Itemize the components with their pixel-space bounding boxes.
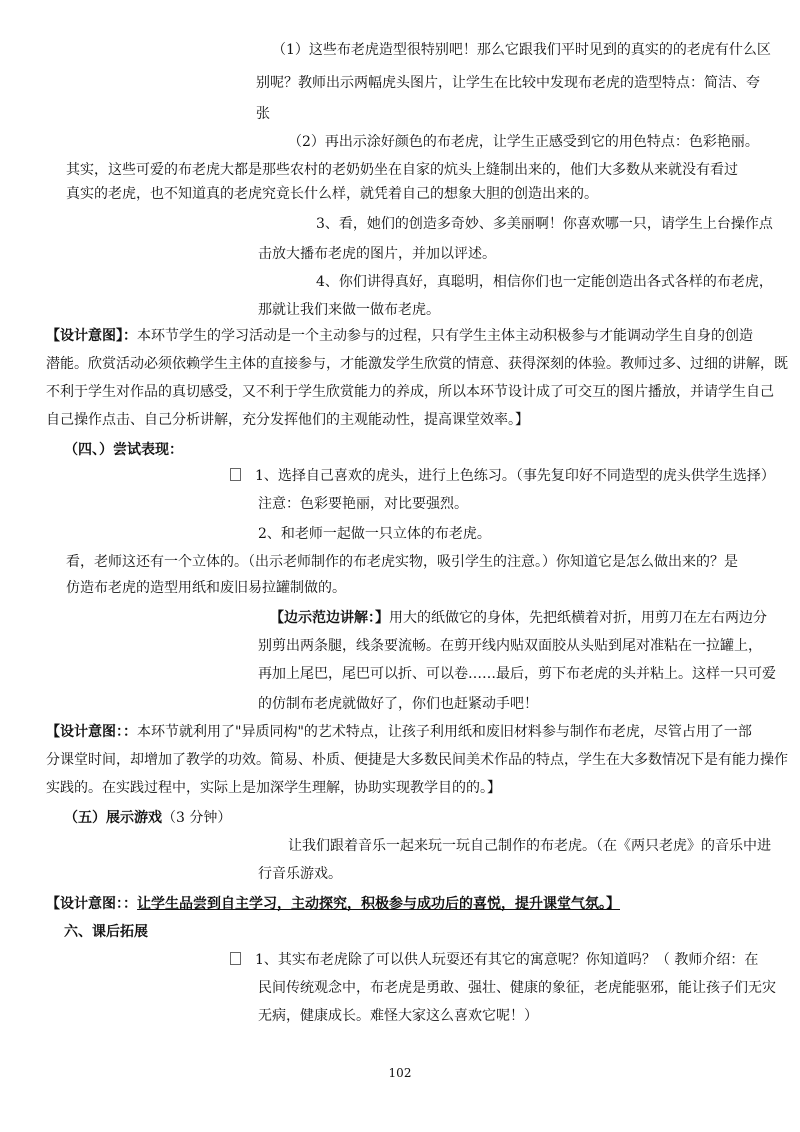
paragraph-text: 击放大播布老虎的图片，并加以评述。 <box>258 246 496 262</box>
design-intent-label: 【设计意图：： <box>46 724 137 740</box>
paragraph-text: 用大的纸做它的身体，先把纸横着对折，用剪刀在左右两边分 <box>389 610 767 626</box>
text-line <box>64 440 183 460</box>
text-line <box>46 382 774 402</box>
paragraph-text: 3、看，她们的创造多奇妙、多美丽啊！你喜欢哪一只，请学生上台操作点 <box>316 216 773 232</box>
paragraph-text: 行音乐游戏。 <box>258 866 342 882</box>
text-line <box>64 922 148 942</box>
design-intent-label: 【设计意图】： <box>46 328 137 344</box>
paragraph-text: 1、选择自己喜欢的虎头，进行上色练习。（事先复印好不同造型的虎头供学生选择） <box>255 468 775 484</box>
text-line <box>230 466 775 486</box>
paragraph-text: （1）这些布老虎造型很特别吧！那么它跟我们平时见到的真实的的老虎有什么区 <box>272 42 771 58</box>
section-heading: （五）展示游戏 <box>64 810 162 826</box>
text-line <box>258 664 776 684</box>
section-heading: 六、课后拓展 <box>64 924 148 940</box>
text-line <box>256 104 270 124</box>
paragraph-text: （2）再出示涂好颜色的布老虎，让学生正感受到它的用色特点：色彩艳丽。 <box>288 134 759 150</box>
design-intent-label: 【边示范边讲解：】 <box>270 610 389 626</box>
paragraph-text: 民间传统观念中，布老虎是勇敢、强壮、健康的象征，老虎能驱邪，能让孩子们无灾 <box>258 980 776 996</box>
text-line <box>46 722 752 742</box>
design-intent-label: 【设计意图：： <box>46 896 137 912</box>
duration-note: （3 分钟） <box>162 810 232 826</box>
text-line <box>258 244 496 264</box>
paragraph-text: 别呢？教师出示两幅虎头图片，让学生在比较中发现布老虎的造型特点：简洁、夸 <box>256 75 760 91</box>
paragraph-text: 看，老师这还有一个立体的。（出示老师制作的布老虎实物，吸引学生的注意。）你知道它是怎么做出来的？是 <box>66 554 738 570</box>
paragraph-text: 本环节学生的学习活动是一个主动参与的过程，只有学生主体主动积极参与才能调动学生自身的创造 <box>137 328 753 344</box>
text-line <box>66 184 598 204</box>
paragraph-text: 真实的老虎，也不知道真的老虎究竟长什么样，就凭着自己的想象大胆的创造出来的。 <box>66 186 598 202</box>
checkbox-icon <box>230 952 241 965</box>
paragraph-text: 让学生品尝到自主学习，主动探究，积极参与成功后的喜悦，提升课堂气氛。】 <box>137 896 620 912</box>
paragraph-text: 张 <box>256 106 270 122</box>
text-line <box>258 300 440 320</box>
text-line <box>258 1006 538 1026</box>
paragraph-text: 那就让我们来做一做布老虎。 <box>258 302 440 318</box>
text-line <box>46 410 529 430</box>
text-line <box>46 750 788 770</box>
paragraph-text: 4、你们讲得真好，真聪明，相信你们也一定能创造出各式各样的布老虎， <box>316 274 773 290</box>
paragraph-text: 不利于学生对作品的真切感受，又不利于学生欣赏能力的养成，所以本环节设计成了可交互的图片播放，并请学生自己 <box>46 384 774 400</box>
checkbox-icon <box>230 468 241 481</box>
text-line <box>66 578 346 598</box>
page-number: 102 <box>388 1066 412 1080</box>
paragraph-text: 潜能。欣赏活动必须依赖学生主体的直接参与，才能激发学生欣赏的情意、获得深刻的体验。教师过多、过细的讲解，既 <box>46 356 788 372</box>
text-line <box>230 950 758 970</box>
text-line <box>66 160 738 180</box>
text-line <box>46 778 501 798</box>
text-line <box>46 326 753 346</box>
text-line <box>258 494 468 514</box>
text-line <box>316 214 773 234</box>
text-line <box>64 808 231 828</box>
text-line <box>270 608 767 628</box>
paragraph-text: 无病，健康成长。难怪大家这么喜欢它呢！） <box>258 1008 538 1024</box>
text-line <box>256 73 760 93</box>
paragraph-text: 本环节就利用了"异质同构"的艺术特点，让孩子利用纸和废旧材料参与制作布老虎，尽管占用了一部 <box>137 724 752 740</box>
text-line <box>316 272 773 292</box>
paragraph-text: 让我们跟着音乐一起来玩一玩自己制作的布老虎。（在《两只老虎》的音乐中进 <box>288 838 771 854</box>
paragraph-text: 仿造布老虎的造型用纸和废旧易拉罐制做的。 <box>66 580 346 596</box>
paragraph-text: 注意：色彩要艳丽，对比要强烈。 <box>258 496 468 512</box>
text-line <box>288 132 759 152</box>
paragraph-text: 实践的。在实践过程中，实际上是加深学生理解，协助实现教学目的的。】 <box>46 780 501 796</box>
paragraph-text: 的仿制布老虎就做好了，你们也赶紧动手吧！ <box>258 696 538 712</box>
text-line <box>258 864 342 884</box>
paragraph-text: 1、其实布老虎除了可以供人玩耍还有其它的寓意呢？你知道吗？（ 教师介绍：在 <box>255 952 759 968</box>
paragraph-text: 分课堂时间，却增加了教学的功效。简易、朴质、便捷是大多数民间美术作品的特点，学生在大多数情况下是有能力操作 <box>46 752 788 768</box>
text-line <box>46 894 620 914</box>
text-line <box>46 354 788 374</box>
paragraph-text: 自己操作点击、自己分析讲解，充分发挥他们的主观能动性，提高课堂效率。】 <box>46 412 529 428</box>
text-line <box>258 524 491 544</box>
paragraph-text: 其实，这些可爱的布老虎大都是那些农村的老奶奶坐在自家的炕头上缝制出来的，他们大多数从来就没有看过 <box>66 162 738 178</box>
text-line <box>258 636 762 656</box>
paragraph-text: 再加上尾巴，尾巴可以折、可以卷……最后，剪下布老虎的头并粘上。这样一只可爱 <box>258 666 776 682</box>
text-line <box>66 552 738 572</box>
text-line <box>258 694 538 714</box>
paragraph-text: 2、和老师一起做一只立体的布老虎。 <box>258 526 491 542</box>
text-line <box>258 978 776 998</box>
text-line <box>288 836 771 856</box>
text-line <box>272 40 771 60</box>
paragraph-text: 别剪出两条腿，线条要流畅。在剪开线内贴双面胶从头贴到尾对准粘在一拉罐上， <box>258 638 762 654</box>
section-heading: （四、）尝试表现： <box>64 442 183 458</box>
